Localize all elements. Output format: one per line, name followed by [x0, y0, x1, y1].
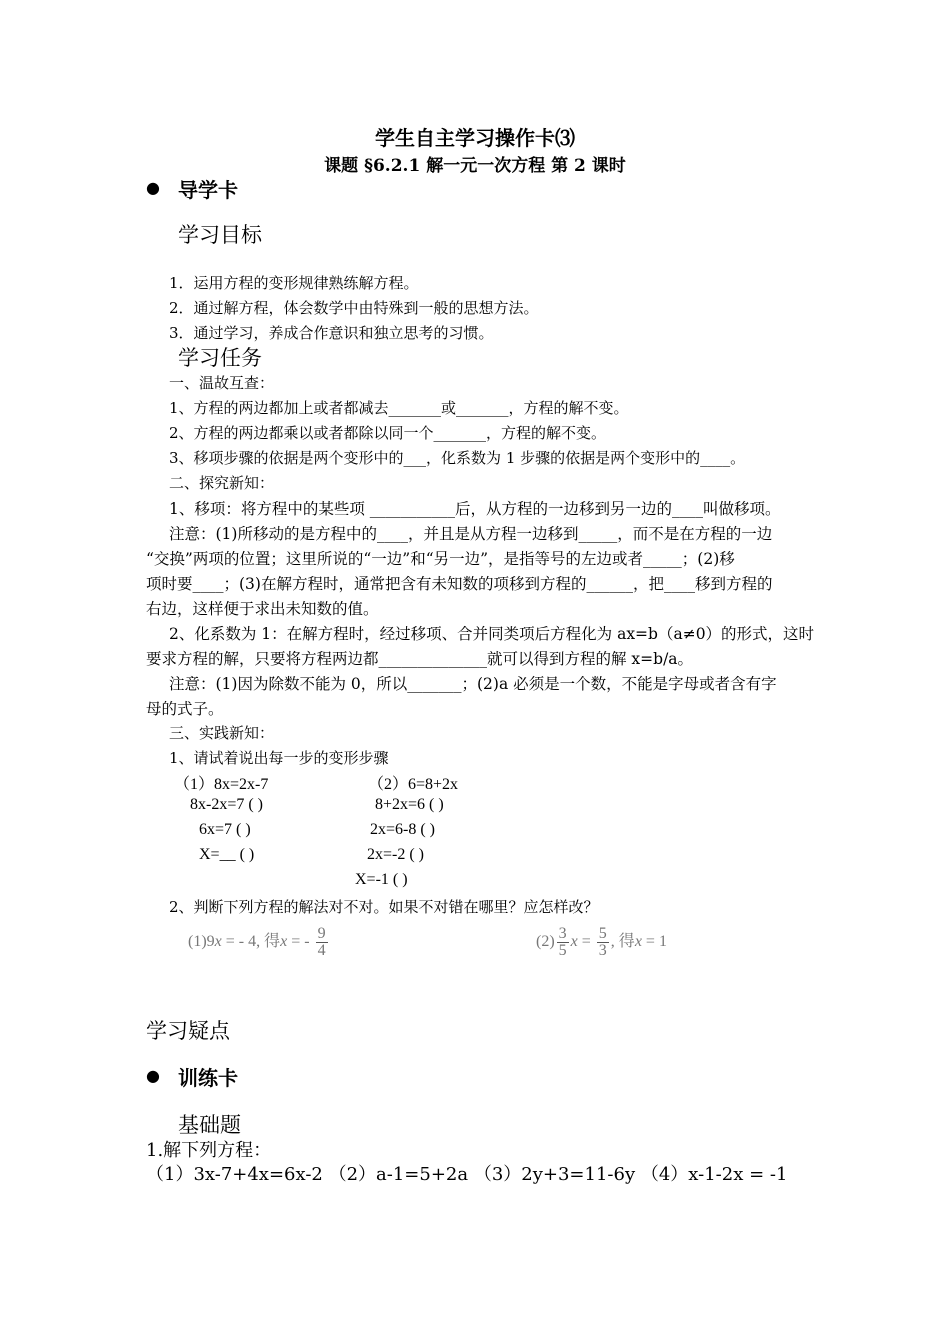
right-step: （2）6=8+2x [368, 776, 459, 793]
eq1-var: x [214, 933, 222, 950]
eq1-fraction [316, 926, 328, 959]
eq1-eq: = - [287, 933, 314, 950]
right-step: 2x=-2 ( ) [367, 846, 425, 863]
eq2-tail: = 1 [641, 933, 667, 950]
right-step: X=-1 ( ) [355, 871, 408, 888]
eq1-var: x [280, 933, 288, 950]
eq1-mid: = - 4, 得 [221, 933, 281, 950]
practice-heading: 三、实践新知： [169, 724, 275, 742]
right-step: 8+2x=6 ( ) [375, 796, 444, 813]
explore-line: 注意：(1)所移动的是方程中的____，并且是从方程一边移到_____，而不是在方程的一边 [169, 525, 773, 543]
section-training-heading: 训练卡 [178, 1066, 238, 1090]
eq2-denominator: 5 [558, 941, 567, 959]
left-step: （1）8x=2x-7 [174, 776, 269, 793]
explore-line: “交换”两项的位置；这里所说的“一边”和“另一边”，是指等号的左边或者_____；(2)移 [146, 550, 735, 568]
goal-item: 2．通过解方程，体会数学中由特殊到一般的思想方法。 [169, 299, 539, 317]
bullet-icon: ● [146, 178, 160, 197]
goal-item: 1．运用方程的变形规律熟练解方程。 [169, 274, 419, 292]
eq2-fraction [557, 926, 569, 959]
section-guide-heading: 导学卡 [178, 178, 238, 202]
left-step: 8x-2x=7 ( ) [190, 796, 264, 813]
explore-line: 右边，这样便于求出未知数的值。 [146, 600, 379, 618]
review-item: 1、方程的两边都加上或者都减去_______或_______，方程的解不变。 [169, 399, 629, 417]
eq1-denominator: 4 [317, 941, 326, 959]
eq2-numerator: 3 [558, 924, 567, 942]
equation-1 [188, 922, 330, 962]
eq1-prefix: (1)9 [188, 933, 215, 950]
document-title: 学生自主学习操作卡⑶ [375, 126, 575, 150]
exercise-instruction: 1.解下列方程： [146, 1140, 272, 1161]
practice-question: 1、请试着说出每一步的变形步骤 [169, 749, 389, 767]
eq2-prefix: (2) [536, 933, 555, 950]
goals-heading: 学习目标 [178, 223, 262, 247]
explore-line: 注意：(1)因为除数不能为 0，所以_______；(2)a 必须是一个数，不能是字母或者含有字 [169, 675, 777, 693]
bullet-icon: ● [146, 1066, 160, 1085]
lesson-subtitle: 课题 §6.2.1 解一元一次方程 第 2 课时 [324, 156, 626, 176]
explore-line: 2、化系数为 1：在解方程时，经过移项、合并同类项后方程化为 ax=b（a≠0）的形式，这时 [169, 625, 815, 643]
equation-2 [536, 922, 667, 962]
explore-line: 要求方程的解，只要将方程两边都______________就可以得到方程的解 x=b/a。 [146, 650, 694, 668]
eq2-var: x [570, 933, 578, 950]
explore-heading: 二、探究新知： [169, 474, 275, 492]
eq2-eq: = [577, 933, 595, 950]
eq2-mid: , 得 [610, 933, 635, 950]
doubts-heading: 学习疑点 [146, 1019, 230, 1043]
practice-question: 2、判断下列方程的解法对不对。如果不对错在哪里？应怎样改？ [169, 898, 599, 916]
review-heading: 一、温故互查： [169, 374, 275, 392]
eq1-numerator: 9 [317, 924, 326, 942]
tasks-heading: 学习任务 [178, 346, 262, 370]
eq2-var: x [634, 933, 642, 950]
explore-line: 项时要____；(3)在解方程时，通常把含有未知数的项移到方程的______，把____移到方程的 [146, 575, 773, 593]
right-step: 2x=6-8 ( ) [370, 821, 436, 838]
review-item: 3、移项步骤的依据是两个变形中的___，化系数为 1 步骤的依据是两个变形中的____。 [169, 449, 746, 467]
left-step: 6x=7 ( ) [199, 821, 251, 838]
review-item: 2、方程的两边都乘以或者都除以同一个_______，方程的解不变。 [169, 424, 607, 442]
basic-heading: 基础题 [178, 1113, 241, 1137]
eq2-fraction [597, 926, 609, 959]
eq2-numerator: 5 [598, 924, 607, 942]
exercise-problems: （1）3x-7+4x=6x-2 （2）a-1=5+2a （3）2y+3=11-6y （4）x-1-2x = -1 [146, 1164, 788, 1185]
eq2-denominator: 3 [598, 941, 607, 959]
goal-item: 3．通过学习，养成合作意识和独立思考的习惯。 [169, 324, 494, 342]
explore-line: 母的式子。 [146, 700, 224, 718]
explore-line: 1、移项：将方程中的某些项 ___________后，从方程的一边移到另一边的____叫做移项。 [169, 500, 781, 518]
left-step: X=__ ( ) [199, 846, 255, 863]
